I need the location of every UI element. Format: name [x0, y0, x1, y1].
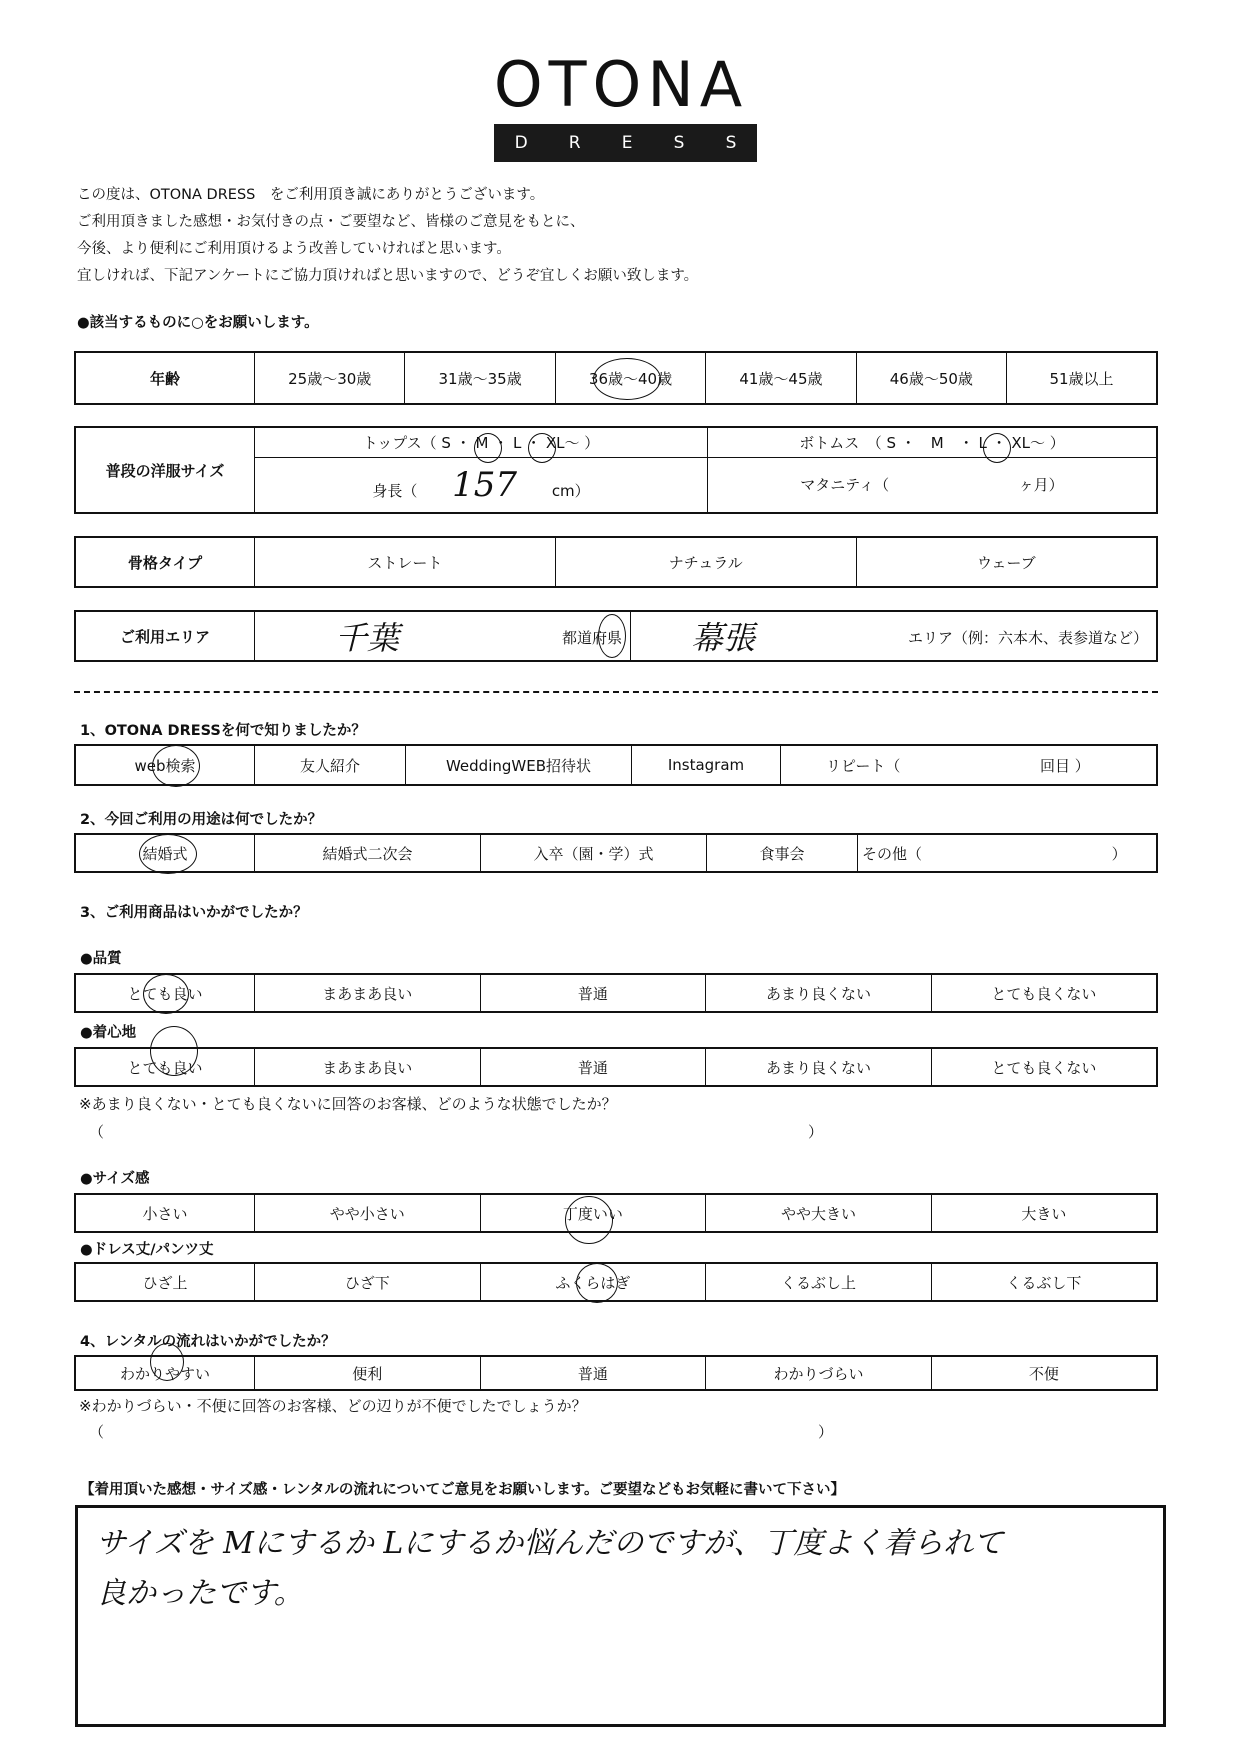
body-type-table [74, 536, 1158, 588]
q1-option[interactable]: 友人紹介 [255, 745, 406, 785]
length-label: ●ドレス丈/パンツ丈 [80, 1242, 214, 1258]
fit-option-selected[interactable]: 丁度いい [480, 1194, 706, 1232]
length-option[interactable]: ひざ上 [75, 1263, 255, 1301]
fit-label: ●サイズ感 [80, 1171, 150, 1187]
selection-circle [983, 433, 1011, 463]
age-label: 年齢 [75, 352, 255, 404]
height-unit: cm） [551, 481, 590, 500]
q1-title: 1、OTONA DRESSを何で知りましたか？ [80, 723, 366, 739]
length-option[interactable]: ひざ下 [255, 1263, 481, 1301]
selection-circle [598, 614, 626, 658]
q1-repeat-option[interactable] [781, 745, 1158, 785]
selection-circle [576, 1263, 618, 1303]
comfort-option[interactable]: あまり良くない [706, 1048, 932, 1086]
q2-other-option[interactable] [858, 834, 1158, 872]
comfort-table [74, 1047, 1158, 1087]
length-option[interactable]: くるぶし下 [931, 1263, 1157, 1301]
q2-title: 2、今回ご利用の用途は何でしたか？ [80, 812, 323, 828]
length-option[interactable]: くるぶし上 [706, 1263, 932, 1301]
other-suffix: ） [1111, 844, 1127, 863]
body-type-label: 骨格タイプ [75, 537, 255, 587]
area-hint: エリア（例：六本木、表参道など） [907, 629, 1148, 647]
q4-title: 4、レンタルの流れはいかがでしたか？ [80, 1334, 336, 1350]
prefecture-field[interactable] [255, 611, 631, 661]
logo-subtitle [494, 124, 757, 162]
q2-option[interactable]: 結婚式二次会 [255, 834, 481, 872]
logo-letter: D [514, 133, 528, 153]
size-label: 普段の洋服サイズ [75, 427, 255, 513]
comfort-option[interactable]: まあまあ良い [255, 1048, 481, 1086]
paren-close: ） [808, 1123, 824, 1141]
selection-circle [150, 1343, 184, 1381]
intro-line: ご利用頂きました感想・お気付きの点・ご要望など、皆様のご意見をもとに、 [77, 214, 585, 230]
selection-circle [139, 834, 197, 874]
repeat-suffix: 回目 ） [1039, 756, 1090, 775]
other-label: その他（ [862, 844, 923, 863]
selection-circle [143, 974, 189, 1014]
prefecture-suffix: 都道府県 [561, 629, 622, 647]
comfort-label: ●着心地 [80, 1025, 137, 1041]
fit-option[interactable]: やや大きい [706, 1194, 932, 1232]
q4-option[interactable]: わかりづらい [706, 1356, 932, 1390]
logo-letter: E [621, 133, 633, 153]
q4-option[interactable]: 不便 [931, 1356, 1157, 1390]
fit-option[interactable]: 小さい [75, 1194, 255, 1232]
logo-letter: S [725, 133, 737, 153]
area-label: ご利用エリア [75, 611, 255, 661]
quality-option[interactable]: とても良くない [931, 974, 1157, 1012]
q4-option[interactable]: 便利 [255, 1356, 481, 1390]
q1-table [74, 744, 1158, 786]
logo-letter: R [568, 133, 581, 153]
intro-line: 宜しければ、下記アンケートにご協力頂ければと思いますので、どうぞ宜しくお願い致します。 [77, 268, 699, 284]
quality-option[interactable]: あまり良くない [706, 974, 932, 1012]
comment-line: サイズを Mにするか Lにするか悩んだのですが、丁度よく着られて [96, 1526, 1004, 1561]
selection-circle [150, 1026, 198, 1076]
divider [74, 691, 1158, 693]
comment-line: 良かったです。 [96, 1576, 304, 1611]
q4-bad-note: ※わかりづらい・不便に回答のお客様、どの辺りが不便でしたでしょうか？ [79, 1397, 587, 1415]
age-option[interactable]: 46歳〜50歳 [856, 352, 1006, 404]
maternity-label: マタニティ（ [800, 476, 890, 495]
body-type-option[interactable]: ウェーブ [856, 537, 1157, 587]
paren-close: ） [818, 1423, 834, 1441]
paren-open: （ [89, 1423, 105, 1441]
selection-circle [593, 358, 661, 400]
comfort-option[interactable]: 普通 [480, 1048, 706, 1086]
q1-option[interactable]: Instagram [632, 745, 781, 785]
area-field[interactable] [631, 611, 1158, 661]
age-option-selected[interactable]: 36歳〜40歳 [555, 352, 705, 404]
selection-circle [474, 433, 502, 463]
height-field[interactable] [255, 457, 708, 513]
instruction: ●該当するものに○をお願いします。 [77, 315, 319, 331]
selection-circle [528, 433, 556, 463]
repeat-label: リピート（ [826, 756, 901, 775]
tops-size[interactable]: トップス（ S ・ M ・ L ・ XL〜 ） [255, 427, 708, 457]
q3-title: 3、ご利用商品はいかがでしたか？ [80, 905, 308, 921]
quality-option[interactable]: まあまあ良い [255, 974, 481, 1012]
maternity-unit: ヶ月） [1018, 476, 1064, 495]
comment-box[interactable] [75, 1505, 1166, 1727]
maternity-field[interactable] [708, 457, 1158, 513]
intro-line: この度は、OTONA DRESS をご利用頂き誠にありがとうございます。 [77, 187, 545, 203]
quality-option[interactable]: 普通 [480, 974, 706, 1012]
length-option-selected[interactable]: ふくらはぎ [480, 1263, 706, 1301]
selection-circle [152, 745, 200, 787]
q1-option[interactable]: WeddingWEB招待状 [406, 745, 632, 785]
comment-heading: 【着用頂いた感想・サイズ感・レンタルの流れについてご意見をお願いします。ご要望などもお気軽に書いて下さい】 [80, 1482, 845, 1498]
comfort-option-selected[interactable]: とても良い [75, 1048, 255, 1086]
selection-circle [565, 1196, 613, 1244]
quality-table [74, 973, 1158, 1013]
q2-table [74, 833, 1158, 873]
q4-option[interactable]: 普通 [480, 1356, 706, 1390]
q2-option-selected[interactable]: 結婚式 [75, 834, 255, 872]
q4-option-selected[interactable]: わかりやすい [75, 1356, 255, 1390]
q3-bad-note: ※あまり良くない・とても良くないに回答のお客様、どのような状態でしたか？ [79, 1095, 617, 1113]
comfort-option[interactable]: とても良くない [931, 1048, 1157, 1086]
area-value: 幕張 [691, 619, 756, 657]
fit-table [74, 1193, 1158, 1233]
prefecture-value: 千葉 [335, 619, 400, 657]
intro-line: 今後、より便利にご利用頂けるよう改善していければと思います。 [77, 241, 511, 257]
quality-label: ●品質 [80, 951, 122, 967]
q2-option[interactable]: 入卒（園・学）式 [481, 834, 707, 872]
fit-option[interactable]: やや小さい [255, 1194, 481, 1232]
age-option[interactable]: 31歳〜35歳 [405, 352, 555, 404]
body-type-option[interactable]: ストレート [255, 537, 556, 587]
q1-option-selected[interactable]: web検索 [75, 745, 255, 785]
q2-option[interactable]: 食事会 [707, 834, 858, 872]
body-type-option[interactable]: ナチュラル [555, 537, 856, 587]
paren-open: （ [89, 1123, 105, 1141]
age-option[interactable]: 41歳〜45歳 [706, 352, 856, 404]
age-option[interactable]: 51歳以上 [1007, 352, 1157, 404]
bottoms-size[interactable]: ボトムス （ S ・ M ・ L ・ XL〜 ） [708, 427, 1158, 457]
q4-table [74, 1355, 1158, 1391]
logo-letter: S [673, 133, 685, 153]
age-option[interactable]: 25歳〜30歳 [255, 352, 405, 404]
height-value: 157 [452, 464, 518, 505]
logo-title: OTONA [493, 48, 749, 121]
quality-option-selected[interactable]: とても良い [75, 974, 255, 1012]
fit-option[interactable]: 大きい [931, 1194, 1157, 1232]
height-label: 身長（ [372, 481, 418, 500]
